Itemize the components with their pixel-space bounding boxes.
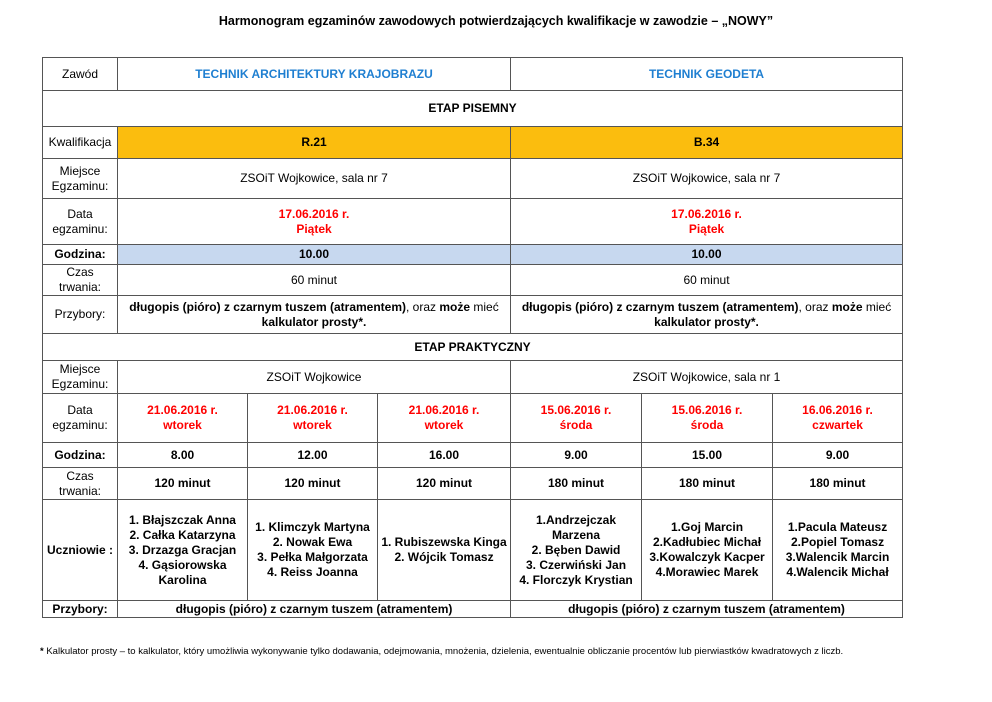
student-list-item: 2.Kadłubiec Michał xyxy=(653,535,762,549)
written-place-1-text: ZSOiT Wojkowice, sala nr 7 xyxy=(240,171,388,185)
written-tools-1-have: mieć xyxy=(470,299,499,314)
session-6-students xyxy=(773,500,903,601)
session-5-students xyxy=(642,500,773,601)
student-list-item: 1. Rubiszewska Kinga xyxy=(381,535,507,549)
session-2-date xyxy=(248,394,378,443)
session-5-hour: 15.00 xyxy=(642,443,773,468)
footnote-text: Kalkulator prosty – to kalkulator, który umożliwia wykonywanie tylko dodawania, odejmowania, mnożenia, dzielenia, ewentualnie obliczanie procentów lub pierwiastków kwadratowych z liczb. xyxy=(43,646,844,657)
session-3-duration: 120 minut xyxy=(378,468,511,500)
written-tools-2-calc: kalkulator prosty*. xyxy=(654,314,759,329)
label-godzina-practical: Godzina: xyxy=(43,443,118,468)
student-list-item: 4. Gąsiorowska Karolina xyxy=(138,557,227,587)
qualification-1: R.21 xyxy=(118,127,511,159)
written-hour-row xyxy=(43,245,903,265)
qualification-row xyxy=(43,127,903,159)
label-godzina: Godzina: xyxy=(43,245,118,265)
written-date-1 xyxy=(118,199,511,245)
written-date-1-date: 17.06.2016 r. xyxy=(278,206,350,221)
label-uczniowie: Uczniowie : xyxy=(43,500,118,601)
student-list-item: 4. Reiss Joanna xyxy=(267,565,358,579)
written-tools-1-pen: długopis (pióro) z czarnym tuszem (atramentem) xyxy=(129,299,406,314)
session-1-day: wtorek xyxy=(163,418,202,432)
written-date-1-day: Piątek xyxy=(296,221,332,236)
footnote xyxy=(40,646,843,657)
session-4-students xyxy=(511,500,642,601)
practical-tools-1: długopis (pióro) z czarnym tuszem (atramentem) xyxy=(118,601,511,618)
written-tools-1-may: może xyxy=(439,299,471,314)
written-place-2 xyxy=(511,159,903,199)
document-title: Harmonogram egzaminów zawodowych potwierdzających kwalifikacje w zawodzie – „NOWY” xyxy=(218,14,774,28)
written-place-1 xyxy=(118,159,511,199)
written-duration-1: 60 minut xyxy=(118,265,511,296)
label-zawod: Zawód xyxy=(43,58,118,91)
label-przybory-practical: Przybory: xyxy=(43,601,118,618)
session-3-date-text: 21.06.2016 r. xyxy=(408,403,480,417)
written-tools-2-and: , oraz xyxy=(798,299,832,314)
session-2-hour: 12.00 xyxy=(248,443,378,468)
session-5-date-text: 15.06.2016 r. xyxy=(671,403,743,417)
practical-place-2: ZSOiT Wojkowice, sala nr 1 xyxy=(511,361,903,394)
session-4-duration: 180 minut xyxy=(511,468,642,500)
student-list-item: 3. Drzazga Gracjan xyxy=(128,542,237,557)
written-date-2-date: 17.06.2016 r. xyxy=(671,206,742,221)
student-list-item: 1. Błajszczak Anna xyxy=(129,512,236,527)
student-list-item: 4. Florczyk Krystian xyxy=(519,572,633,587)
practical-stage-heading: ETAP PRAKTYCZNY xyxy=(43,334,903,361)
profession-row xyxy=(43,58,903,91)
written-date-2 xyxy=(511,199,903,245)
practical-date-row xyxy=(43,394,903,443)
label-czas: Czas trwania: xyxy=(43,265,118,296)
practical-hour-row xyxy=(43,443,903,468)
student-list-item: 3. Czerwiński Jan xyxy=(525,557,627,572)
written-hour-1: 10.00 xyxy=(118,245,511,265)
session-5-day: środa xyxy=(690,418,724,432)
student-list-item: 1.Andrzejczak Marzena xyxy=(535,512,617,542)
session-6-day: czwartek xyxy=(812,418,863,432)
exam-schedule-table xyxy=(42,57,903,618)
session-5-date xyxy=(642,394,773,443)
written-date-row xyxy=(43,199,903,245)
written-tools-row xyxy=(43,296,903,334)
written-duration-row xyxy=(43,265,903,296)
written-duration-2: 60 minut xyxy=(511,265,903,296)
student-list-item: 1.Goj Marcin xyxy=(671,520,744,534)
session-6-date-text: 16.06.2016 r. xyxy=(802,403,873,417)
profession-1: TECHNIK ARCHITEKTURY KRAJOBRAZU xyxy=(118,58,511,91)
written-tools-2 xyxy=(511,296,903,334)
session-1-date xyxy=(118,394,248,443)
session-4-date xyxy=(511,394,642,443)
session-2-day: wtorek xyxy=(293,418,332,432)
student-list-item: 4.Walencik Michał xyxy=(786,565,889,579)
written-tools-2-have: mieć xyxy=(862,299,892,314)
session-2-duration: 120 minut xyxy=(248,468,378,500)
session-4-day: środa xyxy=(559,418,593,432)
student-list-item: 3.Kowalczyk Kacper xyxy=(649,550,765,564)
practical-place-1: ZSOiT Wojkowice xyxy=(118,361,511,394)
session-1-duration: 120 minut xyxy=(118,468,248,500)
written-place-row xyxy=(43,159,903,199)
written-tools-2-may: może xyxy=(831,299,863,314)
student-list-item: 2. Bęben Dawid xyxy=(531,542,621,557)
footnote-star: * xyxy=(40,646,44,657)
session-1-date-text: 21.06.2016 r. xyxy=(147,403,218,417)
session-3-date xyxy=(378,394,511,443)
session-5-duration: 180 minut xyxy=(642,468,773,500)
student-list-item: 4.Morawiec Marek xyxy=(655,565,759,579)
label-data-practical: Data egzaminu: xyxy=(43,394,118,443)
session-6-duration: 180 minut xyxy=(773,468,903,500)
label-przybory: Przybory: xyxy=(43,296,118,334)
session-4-date-text: 15.06.2016 r. xyxy=(540,403,612,417)
label-miejsce-practical: Miejsce Egzaminu: xyxy=(43,361,118,394)
practical-heading-row xyxy=(43,334,903,361)
student-list-item: 3.Walencik Marcin xyxy=(785,550,890,564)
profession-2: TECHNIK GEODETA xyxy=(511,58,903,91)
student-list-item: 3. Pełka Małgorzata xyxy=(257,550,368,564)
student-list-item: 2. Całka Katarzyna xyxy=(129,527,236,542)
written-hour-2: 10.00 xyxy=(511,245,903,265)
student-list-item: 1. Klimczyk Martyna xyxy=(255,520,370,534)
practical-place-row xyxy=(43,361,903,394)
session-3-hour: 16.00 xyxy=(378,443,511,468)
written-place-2-text: ZSOiT Wojkowice, sala nr 7 xyxy=(632,171,781,185)
students-row xyxy=(43,500,903,601)
student-list-item: 1.Pacula Mateusz xyxy=(787,520,888,534)
session-2-students xyxy=(248,500,378,601)
written-date-2-day: Piątek xyxy=(688,221,725,236)
session-3-day: wtorek xyxy=(424,418,464,432)
written-tools-1-and: , oraz xyxy=(406,299,440,314)
student-list-item: 2. Nowak Ewa xyxy=(272,535,353,549)
written-tools-1-calc: kalkulator prosty*. xyxy=(261,314,367,329)
session-3-students xyxy=(378,500,511,601)
session-6-date xyxy=(773,394,903,443)
written-tools-2-pen: długopis (pióro) z czarnym tuszem (atramentem) xyxy=(521,299,799,314)
written-tools-1 xyxy=(118,296,511,334)
written-stage-heading: ETAP PISEMNY xyxy=(43,91,903,127)
session-1-students xyxy=(118,500,248,601)
written-heading-row xyxy=(43,91,903,127)
practical-tools-2: długopis (pióro) z czarnym tuszem (atramentem) xyxy=(511,601,903,618)
label-kwalifikacja: Kwalifikacja xyxy=(43,127,118,159)
session-6-hour: 9.00 xyxy=(773,443,903,468)
session-4-hour: 9.00 xyxy=(511,443,642,468)
practical-tools-row xyxy=(43,601,903,618)
label-miejsce: Miejsce Egzaminu: xyxy=(43,159,118,199)
practical-duration-row xyxy=(43,468,903,500)
label-czas-practical: Czas trwania: xyxy=(43,468,118,500)
session-2-date-text: 21.06.2016 r. xyxy=(277,403,348,417)
session-1-hour: 8.00 xyxy=(118,443,248,468)
label-data: Data egzaminu: xyxy=(43,199,118,245)
student-list-item: 2.Popiel Tomasz xyxy=(790,535,885,549)
qualification-2: B.34 xyxy=(511,127,903,159)
student-list-item: 2. Wójcik Tomasz xyxy=(394,550,494,564)
